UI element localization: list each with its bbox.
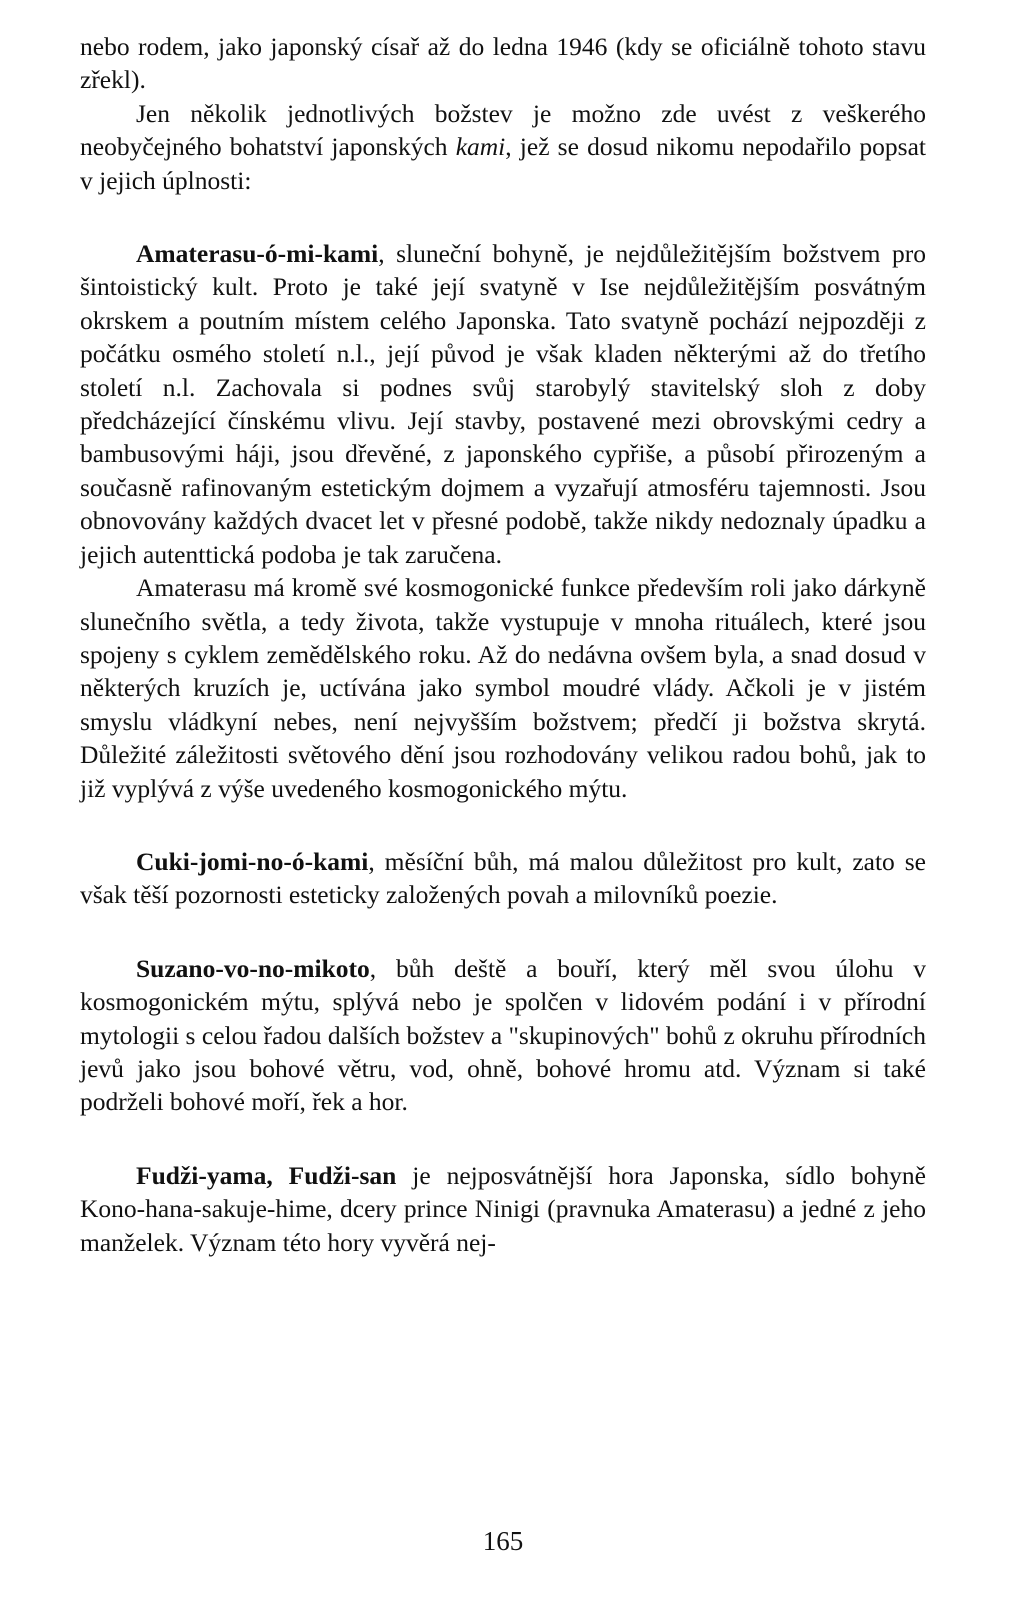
entry-term-cuki-jomi: Cuki-jomi-no-ó-kami — [136, 846, 369, 876]
entry-text-fudzi-yama: je nejposvátnější hora Japonska, sídlo bohyně Kono-hana-sakuje-hime, dcery prince Ninigi (pravnuka Amaterasu) a jedné z jeho manželek. Význam této hory vyvěrá nej- — [80, 1160, 926, 1257]
entry-text-suzano-vo: , bůh deště a bouří, který měl svou úlohu v kosmogonickém mýtu, splývá nebo je spolčen v lidovém podání i v přírodní mytologii s celou řadou dalších božstev a "skupinových" bohů z okruhu přírodních jevů jako jsou bohové větru, vod, ohně, bohové hromu atd. Význam si také podrželi bohové moří, řek a hor. — [80, 953, 926, 1117]
paragraph-intro — [80, 97, 926, 197]
entry-term-suzano-vo: Suzano-vo-no-mikoto — [136, 953, 370, 983]
intro-text-end: , jež se dosud nikomu nepodařilo popsat v jejich úplnosti: — [80, 132, 926, 195]
entry-term-fudzi-yama: Fudži-yama, Fudži-san — [136, 1160, 397, 1190]
entry-text-amaterasu: , sluneční bohyně, je nejdůležitějším božstvem pro šintoistický kult. Proto je také její svatyně v Ise nejdůležitějším posvátným okrskem a poutním místem celého Japonska. Tato svatyně pochází nejpozději z počátku osmého století n.l., její původ je však kladen některými až do třetího století n.l. Zachovala si podnes svůj starobylý stavitelský sloh z doby předcházející čínskému vlivu. Její stavby, postavené mezi obrovskými cedry a bambusovými háji, jsou dřevěné, z japonského cypřiše, a působí přirozeným a současně rafinovaným estetickým dojmem a vyzařují atmosféru tajemnosti. Jsou obnovovány každých dvacet let v přesné podobě, takže nikdy nedoznaly úpadku a jejich autenttická podoba je tak zaručena. — [80, 239, 926, 569]
paragraph-amaterasu-roles: Amaterasu má kromě své kosmogonické funkce především roli jako dárkyně slunečního světla, a tedy života, takže vystupuje v mnoha rituálech, které jsou spojeny s cyklem zemědělského roku. Až do nedávna ovšem byla, a snad dosud v některých kruzích je, uctívána jako symbol moudré vlády. Ačkoli je v jistém smyslu vládkyní nebes, není nejvyšším božstvem; předčí ji božstva skrytá. Důležité záležitosti světového dění jsou rozhodovány velikou radou bohů, jak to již vyplývá z výše uvedeného kosmogonického mýtu. — [80, 573, 926, 803]
entry-suzano-vo — [80, 952, 926, 1119]
paragraph-continuation: nebo rodem, jako japonský císař až do ledna 1946 (kdy se oficiálně tohoto stavu zřekl). — [80, 32, 926, 95]
body-text — [80, 30, 926, 1259]
book-page — [80, 30, 926, 1590]
page-number: 165 — [482, 1526, 524, 1556]
intro-text-start: Jen několik jednotlivých božstev je možno zde uvést z veškerého neobyčejného bohatství japonských — [80, 98, 926, 162]
entry-term-amaterasu: Amaterasu-ó-mi-kami — [136, 239, 379, 269]
entry-amaterasu — [80, 237, 926, 571]
kami-term: kami — [455, 132, 506, 162]
entry-fudzi-yama — [80, 1159, 926, 1259]
entry-text-cuki-jomi: , měsíční bůh, má malou důležitost pro kult, zato se však těší pozornosti esteticky založených povah a milovníků poezie. — [80, 846, 926, 910]
entry-cuki-jomi — [80, 845, 926, 912]
